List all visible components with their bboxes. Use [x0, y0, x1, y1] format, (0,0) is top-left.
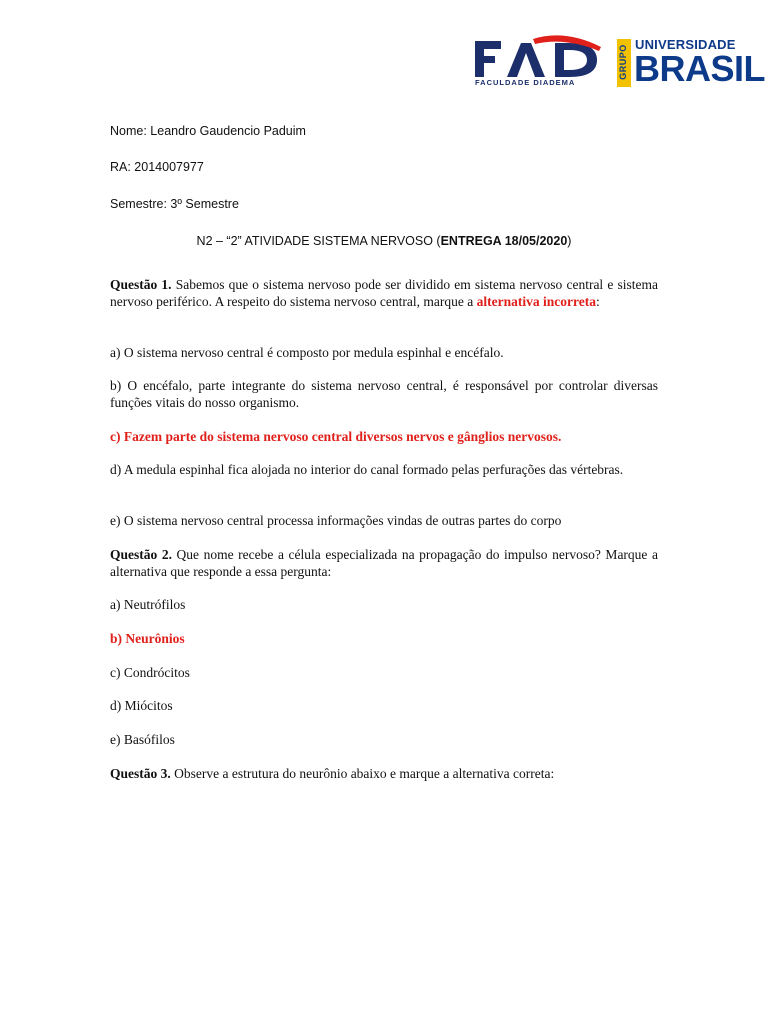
student-name: Nome: Leandro Gaudencio Paduim [110, 124, 306, 138]
question-3-label: Questão 3. [110, 766, 171, 781]
q1-option-c-answer: c) Fazem parte do sistema nervoso central diversos nervos e gânglios nervosos. [110, 429, 562, 444]
question-1-end: : [595, 294, 600, 309]
q1-option-b: b) O encéfalo, parte integrante do sistema nervoso central, é responsável por controlar diversas funções vitais do nosso organismo. [110, 378, 658, 410]
q1-option-e: e) O sistema nervoso central processa informações vindas de outras partes do corpo [110, 513, 562, 528]
q2-option-d: d) Miócitos [110, 698, 173, 713]
question-1-highlight: alternativa incorreta [476, 294, 596, 309]
question-2-text: Que nome recebe a célula especializada na propagação do impulso nervoso? Marque a alternativa que responde a essa pergunta: [110, 547, 658, 579]
q1-option-d: d) A medula espinhal fica alojada no interior do canal formado pelas perfurações das vértebras. [110, 462, 624, 477]
student-semester: Semestre: 3º Semestre [110, 197, 239, 211]
universidade-label: UNIVERSIDADE [635, 37, 736, 52]
assignment-title [0, 234, 768, 248]
question-2 [110, 546, 658, 580]
title-prefix: N2 – “2” ATIVIDADE SISTEMA NERVOSO ( [196, 234, 441, 248]
q2-option-a: a) Neutrófilos [110, 597, 186, 612]
fad-logo-subtitle: FACULDADE DIADEMA [475, 78, 576, 87]
question-1-label: Questão 1. [110, 277, 172, 292]
title-deadline: ENTREGA 18/05/2020 [440, 234, 568, 248]
title-suffix: ) [567, 234, 572, 248]
fad-logo-mark [473, 35, 605, 79]
question-1-text: Sabemos que o sistema nervoso pode ser dividido em sistema nervoso central e sistema nervoso periférico. A respeito do sistema nervoso central, marque a [110, 277, 658, 309]
universidade-brasil-logo [617, 37, 763, 89]
q1-option-a: a) O sistema nervoso central é composto por medula espinhal e encéfalo. [110, 345, 504, 360]
grupo-label: GRUPO [618, 44, 628, 80]
question-3 [110, 765, 658, 782]
q2-option-b-answer: b) Neurônios [110, 631, 185, 646]
question-3-text: Observe a estrutura do neurônio abaixo e marque a alternativa correta: [170, 766, 555, 781]
q2-option-e: e) Basófilos [110, 732, 175, 747]
student-ra: RA: 2014007977 [110, 160, 204, 174]
q2-option-c: c) Condrócitos [110, 665, 190, 680]
brasil-label: BRASIL [634, 48, 765, 89]
question-1 [110, 276, 658, 310]
fad-logo [473, 35, 605, 89]
question-2-label: Questão 2. [110, 547, 172, 562]
